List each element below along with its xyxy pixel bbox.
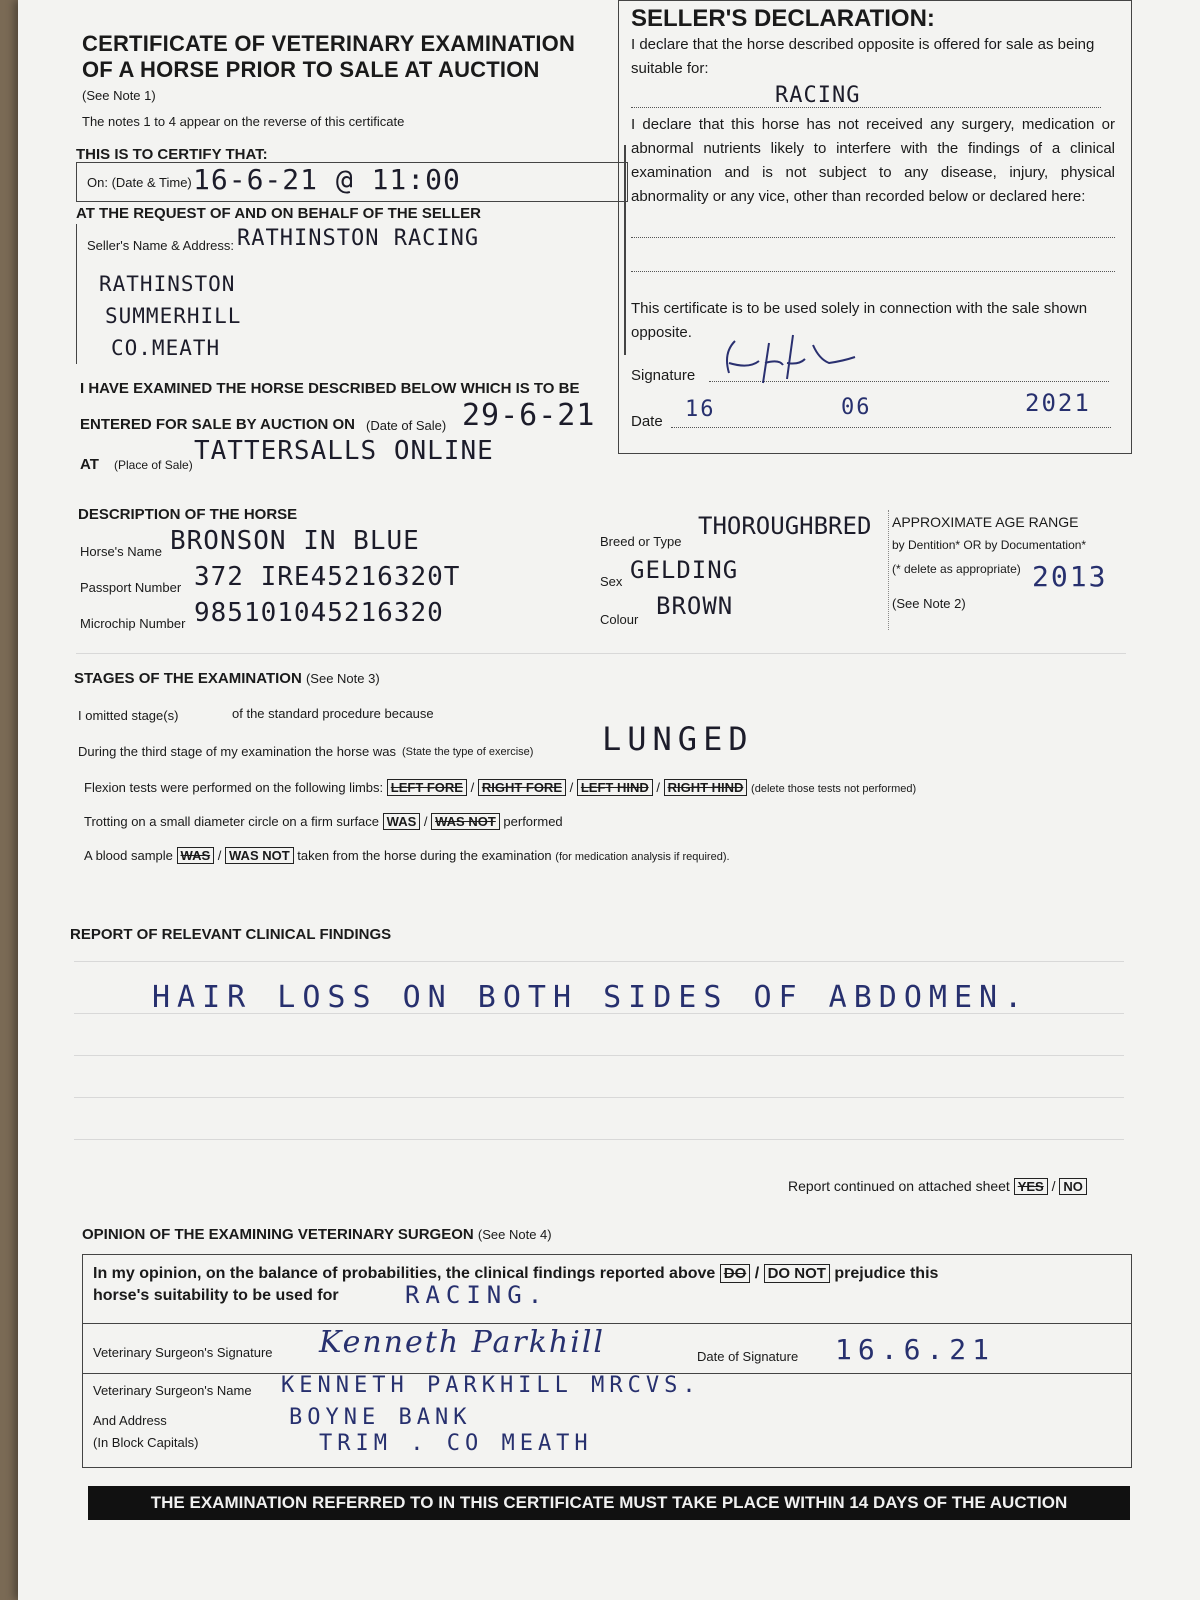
certificate-title-line1: CERTIFICATE OF VETERINARY EXAMINATION [82,31,576,56]
opinion-text-line1: In my opinion, on the balance of probabilities, the clinical findings reported above DO / DO NOT prejudice this [93,1265,939,1282]
declaration-date-year: 2021 [1025,389,1091,417]
place-of-sale-label: (Place of Sale) [114,458,193,472]
seller-name: RATHINSTON RACING [237,226,480,251]
declaration-date-month: 06 [841,395,872,420]
horse-name-label: Horse's Name [80,544,162,559]
sex-value: GELDING [630,556,739,584]
findings-rule-1 [74,960,1124,962]
suitable-for-value: RACING [775,83,861,108]
opinion-use-value: RACING. [405,1281,549,1309]
opinion-heading-text: OPINION OF THE EXAMINING VETERINARY SURGEON [82,1226,474,1243]
vet-name-value: KENNETH PARKHILL MRCVS. [281,1373,701,1398]
third-stage-note: (State the type of exercise) [402,746,534,758]
blood-was: WAS [177,847,215,864]
opinion-do: DO [720,1264,751,1283]
trotting-was-not: WAS NOT [431,813,500,830]
breed-value: THOROUGHBRED [698,512,872,540]
trotting-was: WAS [383,813,421,830]
age-delete-note: (* delete as appropriate) [892,562,1021,576]
passport-value: 372 IRE45216320T [194,562,461,592]
blood-label: A blood sample [84,848,173,863]
flexion-note: (delete those tests not performed) [751,783,917,795]
seller-declaration-heading: SELLER'S DECLARATION: [631,5,935,32]
blood-suffix: taken from the horse during the examination [297,848,552,863]
date-of-sale-value: 29-6-21 [462,398,596,433]
age-by-dentition: by Dentition* OR by Documentation* [892,538,1087,552]
trotting-suffix: performed [503,814,563,829]
declaration-date-label: Date [631,413,663,430]
report-continued-row: Report continued on attached sheet YES / NO [788,1178,1087,1194]
flexion-right-hind: RIGHT HIND [664,779,748,796]
trotting-label: Trotting on a small diameter circle on a firm surface [84,814,380,829]
microchip-label: Microchip Number [80,616,186,631]
microchip-value: 985101045216320 [194,598,444,628]
flexion-tests-row: Flexion tests were performed on the following limbs: LEFT FORE / RIGHT FORE / LEFT HIND / RIGHT HIND (delete those tests not performed) [84,780,917,795]
notes-text: The notes 1 to 4 appear on the reverse of this certificate [82,114,405,129]
seller-declaration-text1: I declare that the horse described opposite is offered for sale as being suitable for: [631,36,1095,77]
certify-heading: THIS IS TO CERTIFY THAT: [76,146,268,163]
vet-address-line1: BOYNE BANK [289,1405,472,1430]
horse-name-value: BRONSON IN BLUE [170,526,420,556]
seller-declaration-text3: This certificate is to be used solely in connection with the sale shown opposite. [631,300,1088,341]
stages-heading [74,670,380,687]
suitable-for-line [631,87,1101,108]
opinion-box [82,1254,1132,1468]
seller-declaration-text2: I declare that this horse has not received any surgery, medication or abnormal nutrients likely to interfere with the findings of a clinical examination and is not subject to any disease, injury, physical abnormality or any vice, other than recorded below or declared here: [631,116,1115,205]
vet-address-label-2: (In Block Capitals) [93,1435,199,1450]
breed-label: Breed or Type [600,534,682,549]
report-continued-no: NO [1059,1178,1087,1195]
passport-label: Passport Number [80,580,182,595]
declared-line-2 [631,257,1115,272]
report-continued-label: Report continued on attached sheet [788,1178,1010,1194]
opinion-do-not: DO NOT [764,1264,830,1283]
vet-address-line2: TRIM . CO MEATH [319,1431,593,1456]
on-date-value: 16-6-21 @ 11:00 [193,163,461,196]
declaration-date-day: 16 [685,397,716,422]
vet-signature-label: Veterinary Surgeon's Signature [93,1345,273,1360]
colour-value: BROWN [656,592,734,620]
seller-declaration-box [618,0,1132,454]
description-heading: DESCRIPTION OF THE HORSE [78,506,298,523]
blood-was-not: WAS NOT [225,847,294,864]
date-of-signature-label: Date of Signature [697,1349,799,1364]
report-continued-yes: YES [1014,1178,1048,1195]
certificate-title-line2: OF A HORSE PRIOR TO SALE AT AUCTION [82,57,540,82]
blood-row: A blood sample WAS / WAS NOT taken from the horse during the examination (for medication analysis if required). [84,848,730,863]
on-date-box [76,162,628,202]
stages-heading-note: (See Note 3) [305,671,380,686]
age-see-note: (See Note 2) [892,596,966,611]
vet-address-label-1: And Address [93,1413,167,1428]
on-date-label: On: (Date & Time) [87,175,192,190]
seller-signature-icon [709,323,869,393]
opinion-text-start: In my opinion, on the balance of probabilities, the clinical findings reported above [93,1265,716,1282]
declared-line-1 [631,223,1115,238]
sex-label: Sex [600,574,623,589]
see-note-1: (See Note 1) [82,88,156,103]
omitted-label: I omitted stage(s) [78,708,179,723]
place-of-sale-value: TATTERSALLS ONLINE [194,436,494,466]
seller-address-1: RATHINSTON [99,272,236,296]
opinion-text-end: prejudice this [834,1265,939,1282]
opinion-text-line2: horse's suitability to be used for [93,1287,339,1304]
opinion-divider-1 [83,1323,1131,1324]
third-stage-label: During the third stage of my examination the horse was [78,744,396,759]
blood-note: (for medication analysis if required). [555,851,730,863]
vet-signature-value: Kenneth Parkhill [319,1325,606,1360]
vet-name-label: Veterinary Surgeon's Name [93,1383,252,1398]
flexion-right-fore: RIGHT FORE [478,779,566,796]
age-divider [888,510,890,630]
opinion-heading [82,1226,552,1243]
flexion-label: Flexion tests were performed on the following limbs: [84,780,384,795]
colour-label: Colour [600,612,639,627]
entered-heading: ENTERED FOR SALE BY AUCTION ON [80,416,356,433]
seller-address-3: CO.MEATH [111,336,221,360]
findings-text: HAIR LOSS ON BOTH SIDES OF ABDOMEN. [152,980,1030,1015]
findings-rule-4 [74,1096,1124,1098]
examined-heading: I HAVE EXAMINED THE HORSE DESCRIBED BELOW WHICH IS TO BE [80,380,580,397]
age-heading: APPROXIMATE AGE RANGE [892,514,1079,530]
seller-address-2: SUMMERHILL [105,304,242,328]
certificate-page [18,0,1200,1600]
date-of-signature-value: 16.6.21 [835,1333,996,1366]
stages-rule [76,652,1126,654]
seller-box [76,224,627,364]
age-value: 2013 [1032,560,1108,593]
footer-banner: THE EXAMINATION REFERRED TO IN THIS CERTIFICATE MUST TAKE PLACE WITHIN 14 DAYS OF THE AUCTION [88,1486,1130,1520]
at-label: AT [80,456,99,473]
flexion-left-fore: LEFT FORE [387,779,467,796]
request-heading: AT THE REQUEST OF AND ON BEHALF OF THE SELLER [76,205,481,222]
findings-rule-3 [74,1054,1124,1056]
omitted-suffix: of the standard procedure because [232,706,434,721]
opinion-heading-note: (See Note 4) [477,1227,552,1242]
signature-label: Signature [631,367,696,384]
seller-label: Seller's Name & Address: [87,238,234,253]
date-of-sale-label: (Date of Sale) [366,418,447,433]
findings-heading: REPORT OF RELEVANT CLINICAL FINDINGS [70,926,392,943]
third-stage-value: LUNGED [602,720,754,758]
flexion-left-hind: LEFT HIND [577,779,653,796]
trotting-row: Trotting on a small diameter circle on a firm surface WAS / WAS NOT performed [84,814,563,829]
findings-rule-5 [74,1138,1124,1140]
stages-heading-text: STAGES OF THE EXAMINATION [74,670,302,687]
